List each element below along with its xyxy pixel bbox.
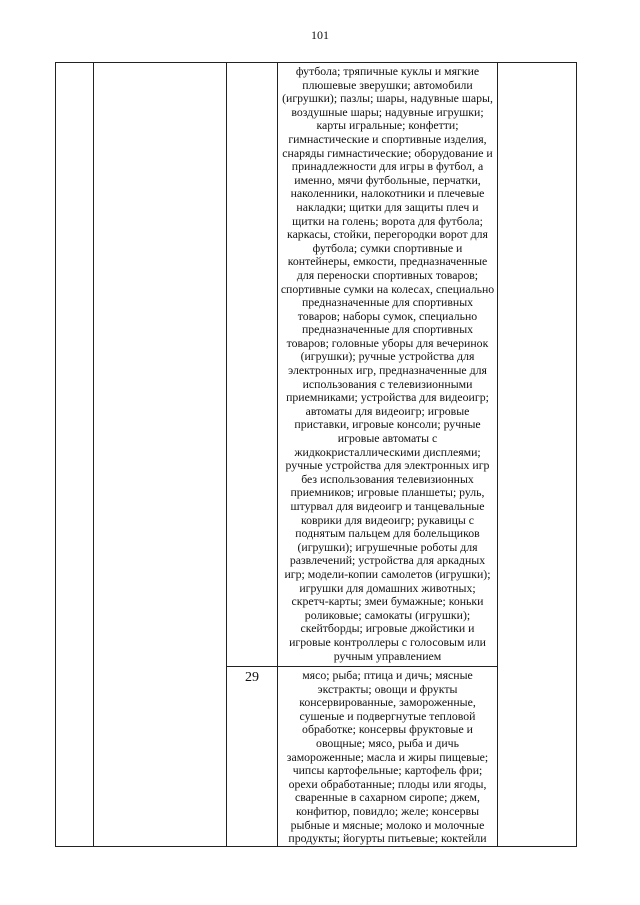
goods-line: чипсы картофельные; картофель фри; xyxy=(292,763,483,778)
goods-line: (игрушки); пазлы; шары, надувные шары, xyxy=(282,91,493,106)
goods-line: экстракты; овощи и фрукты xyxy=(317,681,458,696)
page-number: 101 xyxy=(311,28,329,42)
goods-line: снаряды гимнастические; оборудование и xyxy=(282,145,493,160)
goods-line: (игрушки); игрушечные роботы для xyxy=(297,539,478,554)
goods-line: гимнастические и спортивные изделия, xyxy=(288,131,487,146)
goods-line: развлечений; устройства для аркадных xyxy=(289,553,486,568)
goods-line: автоматы для видеоигр; игровые xyxy=(305,403,470,418)
goods-line: обработке; консервы фруктовые и xyxy=(302,722,473,737)
goods-line: поднятым пальцем для болельщиков xyxy=(295,526,480,541)
goods-line: использования с телевизионными xyxy=(302,376,473,391)
goods-line: контейнеры, емкости, предназначенные xyxy=(287,254,488,269)
goods-line: воздушные шары; надувные игрушки; xyxy=(291,104,484,119)
goods-line: для переноски спортивных товаров; xyxy=(296,267,479,282)
goods-line: футбола; тряпичные куклы и мягкие xyxy=(295,64,480,78)
table-row xyxy=(56,63,577,667)
goods-line: игровые автоматы с xyxy=(337,431,438,446)
goods-line: замороженные; масла и жиры пищевые; xyxy=(286,749,489,764)
goods-line: товаров; наборы сумок, специально xyxy=(297,308,478,323)
goods-line: жидкокристаллическими дисплеями; xyxy=(294,444,481,459)
goods-line: консервированные, замороженные, xyxy=(299,695,476,710)
goods-line: сваренные в сахарном сиропе; джем, xyxy=(295,790,480,805)
goods-line: ручным управлением xyxy=(333,648,442,663)
goods-line: коврики для видеоигр; рукавицы с xyxy=(300,512,475,527)
goods-line: товаров; головные уборы для вечеринок xyxy=(286,335,489,350)
goods-line: орехи обработанные; плоды или ягоды, xyxy=(288,776,487,791)
goods-line: (игрушки); ручные устройства для xyxy=(300,349,475,364)
goods-line: наколенники, налокотники и плечевые xyxy=(290,186,485,201)
goods-line: конфитюр, повидло; желе; консервы xyxy=(295,803,480,818)
goods-line: предназначенные для спортивных xyxy=(301,295,474,310)
goods-list-cell xyxy=(278,667,498,847)
goods-line: каркасы, стойки, перегородки ворот для xyxy=(287,227,488,242)
goods-line: роликовые; самокаты (игрушки); xyxy=(304,607,471,622)
goods-line: приемниками; устройства для видеоигр; xyxy=(286,390,489,405)
goods-line: предназначенные для спортивных xyxy=(301,322,474,337)
goods-line: ручные устройства для электронных игр xyxy=(285,458,490,473)
empty-cell-2 xyxy=(94,63,227,847)
goods-line: карты игральные; конфетти; xyxy=(316,118,459,133)
goods-line: рыбные и мясные; молоко и молочные xyxy=(290,817,485,832)
goods-list-cell xyxy=(278,63,498,667)
goods-line: скретч-карты; змеи бумажные; коньки xyxy=(291,594,484,609)
class-number-cell xyxy=(227,63,278,667)
goods-line: продукты; йогурты питьевые; коктейли xyxy=(288,831,487,846)
goods-line: спортивные сумки на колесах, специально xyxy=(280,281,495,296)
goods-classification-table xyxy=(55,62,577,847)
goods-line: игровые контроллеры с голосовым или xyxy=(289,634,486,649)
goods-line: игрушки для домашних животных; xyxy=(299,580,476,595)
goods-line: игр; модели-копии самолетов (игрушки); xyxy=(284,566,491,581)
goods-line: плюшевые зверушки; автомобили xyxy=(302,77,473,92)
goods-line: принадлежности для игры в футбол, а xyxy=(291,159,484,174)
empty-cell-1 xyxy=(56,63,94,847)
goods-line: овощные; мясо, рыба и дичь xyxy=(316,735,459,750)
class-number-cell: 29 xyxy=(227,667,278,847)
goods-line: мясо; рыба; птица и дичь; мясные xyxy=(302,668,473,682)
goods-line: именно, мячи футбольные, перчатки, xyxy=(294,172,481,187)
goods-line: щитки на голень; ворота для футбола; xyxy=(292,213,483,228)
empty-cell-5 xyxy=(498,63,577,847)
goods-line: скейтборды; игровые джойстики и xyxy=(300,621,475,636)
goods-line: электронных игр, предназначенные для xyxy=(288,363,487,378)
goods-line: приемников; игровые планшеты; руль, xyxy=(290,485,485,500)
goods-line: штурвал для видеоигр и танцевальные xyxy=(290,499,485,513)
goods-line: без использования телевизионных xyxy=(301,471,474,486)
goods-line: сушеные и подвергнутые тепловой xyxy=(299,708,476,723)
goods-line: приставки, игровые консоли; ручные xyxy=(294,417,481,432)
goods-line: футбола; сумки спортивные и xyxy=(312,240,463,255)
goods-line: накладки; щитки для защиты плеч и xyxy=(296,199,479,214)
